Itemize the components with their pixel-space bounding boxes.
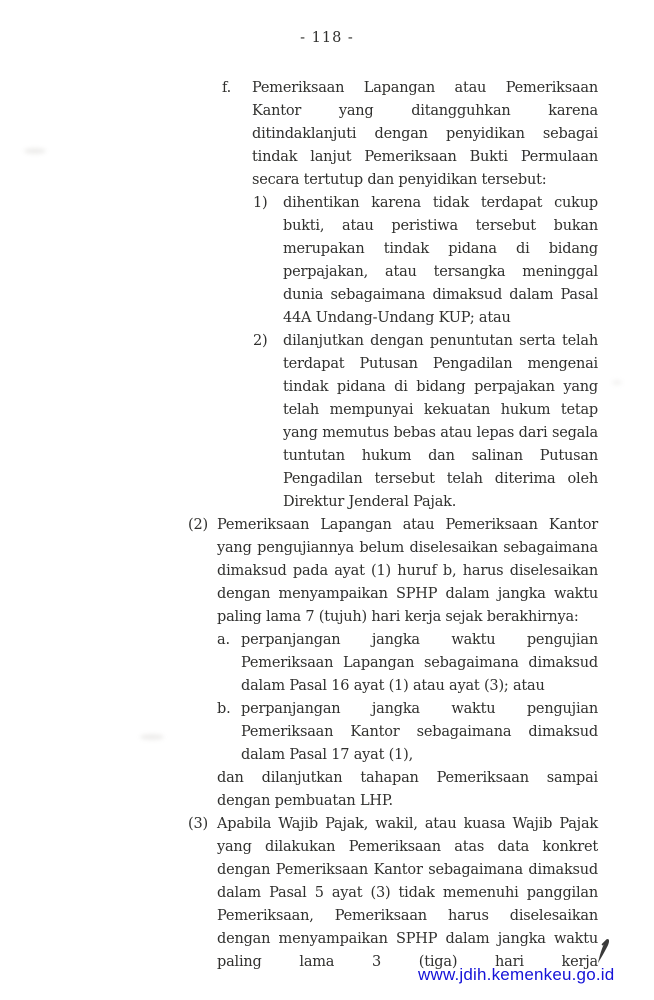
item-text: Apabila Wajib Pajak, wakil, atau kuasa Wajib Pajak yang dilakukan Pemeriksaan atas data konkret dengan Pemeriksaan Kantor sebagaimana dimaksud dalam Pasal 5 ayat (3) tidak memenuhi panggilan Pemeriksaan, Pemeriksaan harus diselesaikan dengan menyampaikan SPHP dalam jangka waktu paling lama 3 (tiga) hari kerja (217, 816, 598, 970)
item-marker: b. (217, 701, 231, 717)
page-number: - 118 - (300, 30, 354, 46)
scan-smudge (612, 380, 622, 385)
continuation-text (188, 767, 598, 813)
list-item-ayat-2 (188, 514, 598, 629)
item-text: dan dilanjutkan tahapan Pemeriksaan sampai dengan pembuatan LHP. (217, 770, 598, 809)
scan-smudge (24, 148, 46, 154)
item-marker: f. (222, 80, 232, 96)
item-marker: 1) (253, 195, 268, 211)
list-item-f (188, 77, 598, 192)
item-text: dihentikan karena tidak terdapat cukup bukti, atau peristiwa tersebut bukan merupakan tindak pidana di bidang perpajakan, atau tersangka meninggal dunia sebagaimana dimaksud dalam Pasal 44A Undang-Undang KUP; atau (283, 195, 598, 326)
list-item-2 (188, 330, 598, 514)
item-text: Pemeriksaan Lapangan atau Pemeriksaan Kantor yang pengujiannya belum diselesaikan sebagaimana dimaksud pada ayat (1) huruf b, harus diselesaikan dengan menyampaikan SPHP dalam jangka waktu paling lama 7 (tujuh) hari kerja sejak berakhirnya: (217, 517, 598, 625)
scan-smudge (140, 734, 164, 740)
document-body (188, 77, 598, 974)
item-text: perpanjangan jangka waktu pengujian Pemeriksaan Kantor sebagaimana dimaksud dalam Pasal 17 ayat (1), (241, 701, 598, 763)
footer-link[interactable]: www.jdih.kemenkeu.go.id (418, 965, 615, 984)
item-marker: (3) (188, 816, 208, 832)
paraf-mark (592, 938, 614, 966)
item-marker: a. (217, 632, 230, 648)
item-marker: 2) (253, 333, 268, 349)
list-item-a (188, 629, 598, 698)
item-text: perpanjangan jangka waktu pengujian Pemeriksaan Lapangan sebagaimana dimaksud dalam Pasal 16 ayat (1) atau ayat (3); atau (241, 632, 598, 694)
list-item-ayat-3 (188, 813, 598, 974)
list-item-1 (188, 192, 598, 330)
item-text: Pemeriksaan Lapangan atau Pemeriksaan Kantor yang ditangguhkan karena ditindaklanjuti dengan penyidikan sebagai tindak lanjut Pemeriksaan Bukti Permulaan secara tertutup dan penyidikan tersebut: (252, 80, 598, 188)
item-marker: (2) (188, 517, 208, 533)
list-item-b (188, 698, 598, 767)
item-text: dilanjutkan dengan penuntutan serta telah terdapat Putusan Pengadilan mengenai tindak pidana di bidang perpajakan yang telah mempunyai kekuatan hukum tetap yang memutus bebas atau lepas dari segala tuntutan hukum dan salinan Putusan Pengadilan tersebut telah diterima oleh Direktur Jenderal Pajak. (283, 333, 598, 510)
